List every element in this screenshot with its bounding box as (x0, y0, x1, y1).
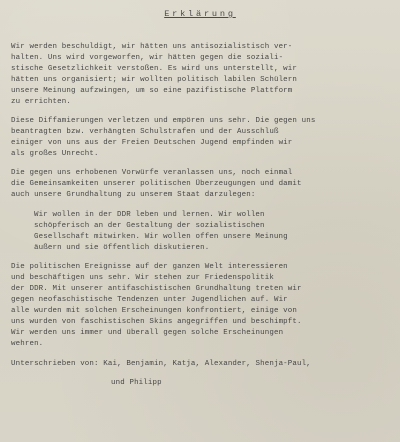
text-line: auch unsere Grundhaltung zu unserem Staat darzulegen: (11, 191, 256, 199)
text-line: als großes Unrecht. (11, 150, 99, 158)
text-line: Die gegen uns erhobenen Vorwürfe veranlassen uns, noch einmal (11, 169, 293, 177)
text-line: beantragten bzw. verhängten Schulstrafen und der Ausschluß (11, 128, 279, 136)
text-line: stische Gesetzlichkeit verstoßen. Es wird uns unterstellt, wir (11, 65, 298, 73)
text-line: einiger von uns aus der Freien Deutschen Jugend empfinden wir (11, 139, 293, 147)
signature-line: und Philipp (111, 379, 162, 387)
text-line: unsere Meinung aufzwingen, um so eine pazifistische Plattform (11, 87, 293, 95)
text-line: Wir werden uns immer und überall gegen solche Erscheinungen (11, 329, 284, 337)
text-line: Diese Diffamierungen verletzen und empören uns sehr. Die gegen uns (11, 117, 316, 125)
text-line: halten. Uns wird vorgeworfen, wir hätten gegen die soziali- (11, 54, 284, 62)
text-line: die Gemeinsamkeiten unserer politischen Überzeugungen und damit (11, 180, 302, 188)
text-line: der DDR. Mit unserer antifaschistischen Grundhaltung treten wir (11, 285, 302, 293)
text-line: wehren. (11, 340, 44, 348)
text-line: schöpferisch an der Gestaltung der sozialistischen (34, 222, 265, 230)
text-line: Gesellschaft mitwirken. Wir wollen offen unsere Meinung (34, 233, 288, 241)
text-line: und beschäftigen uns sehr. Wir stehen zur Friedenspolitik (11, 274, 274, 282)
text-line: alle wurden mit solchen Erscheinungen konfrontiert, einige von (11, 307, 298, 315)
text-line: äußern und sie öffentlich diskutieren. (34, 244, 210, 252)
document-title: Erklärung (164, 9, 236, 19)
text-line: gegen neofaschistische Tendenzen unter Jugendlichen auf. Wir (11, 296, 288, 304)
text-line: zu errichten. (11, 98, 71, 106)
text-line: uns wurden von faschistischen Skins angegriffen und beschimpft. (11, 318, 302, 326)
text-line: Wir wollen in der DDR leben und lernen. Wir wollen (34, 211, 265, 219)
text-line: Die politischen Ereignisse auf der ganzen Welt interessieren (11, 263, 288, 271)
signature-line: Unterschrieben von: Kai, Benjamin, Katja, Alexander, Shenja-Paul, (11, 360, 311, 368)
text-line: Wir werden beschuldigt, wir hätten uns antisozialistisch ver- (11, 43, 293, 51)
text-line: hätten uns organisiert; wir wollten politisch labilen Schülern (11, 76, 298, 84)
